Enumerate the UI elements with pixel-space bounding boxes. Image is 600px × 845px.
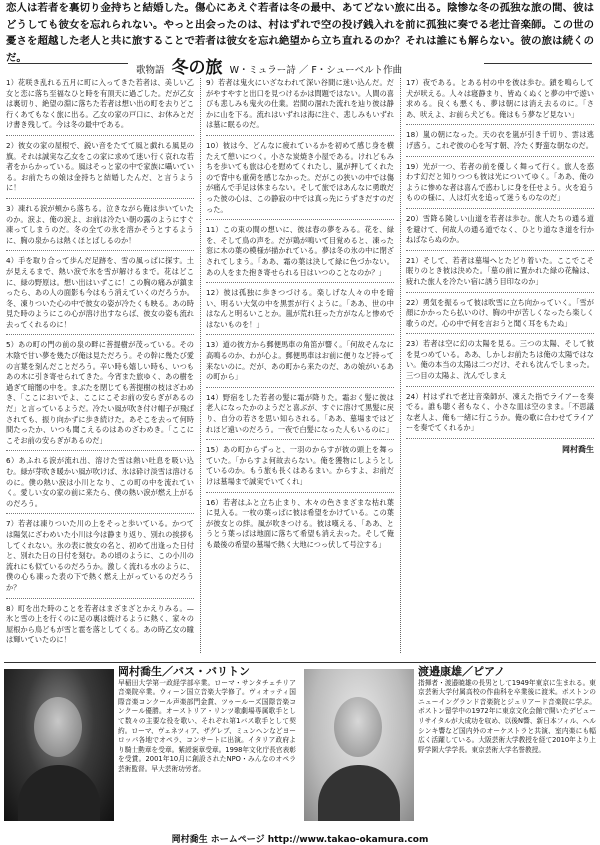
story-paragraph: 6）あふれる涙が流れ出、溶けた雪は熱い吐息を吸い込む。緑が芽吹き暖かい風が吹けば、氷は砕け淡雪は溶けるのに。僕の熱い涙は小川となり、この町の中を流れていく。愛しい女の家の前に来たら、僕の熱い涙が燃え上がるのだろう。 <box>6 456 194 514</box>
title-rule-left <box>8 63 128 64</box>
story-paragraph: 21）そして、若者は墓場へとたどり着いた。ここでこそ眠りのとき彼は決めた。「墓の前に置かれた緑の花輪は、疲れた旅人を冷たい宿に誘う目印なのか」 <box>406 256 594 293</box>
column-3 <box>406 78 594 653</box>
homepage-link[interactable]: 岡村喬生 ホームページ http://www.takao-okamura.com <box>171 835 429 845</box>
portrait-photo-watanabe <box>304 669 414 821</box>
story-paragraph: 15）あの町からずっと、一羽のからすが彼の頭上を舞っていた。「からすよ何故去らない。俺を獲物にしようとしているのか。もう旅も長くはあるまい。からすよ、お前だけは墓場まで誠実でいてくれ」 <box>206 445 394 492</box>
bio-name: 岡村喬生／バス・バリトン <box>118 665 250 678</box>
bio-okamura <box>118 667 296 775</box>
title-rule-right <box>484 63 592 64</box>
column-divider <box>400 78 401 653</box>
column-divider <box>200 78 201 653</box>
portrait-face <box>334 697 382 757</box>
column-2 <box>206 78 394 653</box>
story-paragraph: 2）彼女の家の屋根で、鋭い音をたてて風と戯れる風見の旗。それは誠実な乙女をこの家に求めて迷い行く哀れな若者をからかっている。風はそっと家の中で家族に囁いている。お前たちの娘は金持ちと結婚したんだ、と言うように！ <box>6 141 194 199</box>
title-main: 冬の旅 <box>171 58 223 78</box>
story-paragraph: 16）若者はふと立ち止まり、木々の色さまざまな枯れ葉に見入る。一枚の葉っぱに彼は希望をかけている。この葉が彼女との絆。風が吹きつける。彼は嘆える、「ああ、とうとう葉っぱは地面に落ちて希望も消え去った。そして俺も最後の希望の墓場で熱く大地につっ伏して号泣する」 <box>206 497 394 549</box>
intro-text: 恋人は若者を裏切り金持ちと結婚した。傷心にあえぐ若者は冬の最中、あてどない旅に出る。陰惨な冬の孤独な旅の間、彼はどうしても彼女を忘れられない。やっと出会ったのは、村はずれで空の投げ銭入れを前に孤独に奏でる老辻音楽師。この世の憂さを超越した老人と共に旅することで若者は彼女を忘れ絶望から立ち直れるのか？それは誰にも解らない。彼の旅は続くのだ。 <box>6 2 594 64</box>
story-paragraph: 5）あの町の門の前の泉の畔に菩提樹が茂っている。その木陰で甘い夢を幾たび俺は見ただろう。その幹に幾たび愛の言葉を刻んだことだろう。辛い時も嬉しい時も、いつもあの木に引き寄せられてきた。今宵また旅ゆく、あの樹を過ぎて暗闇の中を。まぶたを閉じても菩提樹の枝はざわめき、「ここにおいでよ、ここにこそお前の安らぎがあるのだ」と言っているようだ。冷たい風が吹き付け帽子が飛ばされても、振り向かずに歩き続けた。あそこを去って何時間たったか、いつも聞こえるのはあのざわめき。「ここにこそお前の安らぎがあるのだ」 <box>6 340 194 451</box>
story-paragraph: 3）凍れる涙が頬から落ちる。泣きながら俺は歩いていたのか。涙よ、俺の涙よ、お前は冷たい朝の露のようにすぐ凍ってしまうのだ。冬の全ての氷を溶かそうとするように、胸の泉からは熱くほとばしるのか！ <box>6 204 194 251</box>
author-signature: 岡村喬生 <box>562 445 594 455</box>
story-columns <box>6 78 594 653</box>
portrait-face <box>34 697 82 757</box>
bio-text: 指揮者・渡邉暁雄の長男として1949年東京に生まれる。東京芸術大学付属高校の作曲科を卒業後に渡米。ボストンのニューイングランド音楽院とジュリアード音楽院に学ぶ。ボストン留学中の1972年に東京文化会館で開いたデビューリサイタルが大成功を収め、以後N響、新日本フィル、ヘルシンキ響など国内外のオーケストラと共演、室内楽にも幅広く活躍している。大阪芸術大学教授を経て2010年より上野学園大学学長。東京芸術大学名誉教授。 <box>418 678 596 754</box>
story-paragraph: 23）若者は空に幻の太陽を見る。三つの太陽、そして彼を見つめている。ああ、しかしお前たちは俺の太陽ではない。俺の本当の太陽は二つだけ、それも沈んでしまった。三つ目の太陽よ、沈んでしまえ <box>406 339 594 386</box>
portrait-body <box>318 765 400 821</box>
story-paragraph: 1）花咲き乱れる五月に町に入ってきた若者は、美しい乙女と恋に落ち至福なひと時を有頂天に過ごした。だが乙女は裏切り、絶望の淵に落ちた若者は想い出の町を去りどこ行くあてもなく旅に出る。乙女の家の戸口に、お休みとだけ書き残して。今は冬の最中である。 <box>6 78 194 136</box>
story-paragraph: 11）この束の間の想いに、彼は春の夢をみる。花を、緑を、そして鳥の声を。だが鶏が鳴いて目覚めると、凍った窓に木の葉の模様が描かれている。夢は冬の氷の中に閉ざされてしまう。「ああ、霜の葉は決して緑に色づかない。あの人をまた抱き寄せられる日はいつのことなのか？」 <box>206 225 394 283</box>
story-paragraph: 22）勇気を振るって彼は吹雪に立ち向かっていく。「雪が顔にかかったら払いのけ、胸の中が苦しくなったら楽しく歌うのだ。心の中で何を言おうと聞く耳をもたぬ」 <box>406 298 594 335</box>
story-paragraph: 19）光が一つ、若者の前を優しく舞って行く。旅人を惑わす幻だと知りつつも彼は光についてゆく。「ああ、俺のように惨めな者は喜んで惑わしに身を任せよう。火を追うものの様に、人は灯火を追って迷うものなのだ」 <box>406 162 594 209</box>
story-paragraph: 10）彼は今、どんなに疲れているかを初めて感じ身を横たえて憩いにつく。小さな炭焼き小屋である。けれどもみちを歩いても旅は心を慰めてくれたし、嵐が押してくれたので背中も重荷を感じなかった。だがこの狭いの中では傷が痛んで手足は休まらない。そして旅ではあんなに勇敢だった彼の心は、この静寂の中では真っ先にうずきだすのだった。 <box>206 141 394 220</box>
story-paragraph: 8）町を出た時のことを若者はまざまざとかえりみる。—氷と雪の上を行くのに足の裏は焼けるように熱く、家々の屋根から鳥どもが雪と雹を落としてくる。あの時乙女の瞳は輝いていたのに！ <box>6 603 194 645</box>
story-paragraph: 7）若者は凍りついた川の上をそっと歩いている。かつては陽気にざわめいた小川は今は静まり返り、別れの挨拶もしてくれない。氷の表に彼女の名と、初めて出逢った日付と、別れた日の日付を刻む。あの頃のように、この小川の流れにも似ているのだろうか。激しく流れる水のように、僕の心も凍った表の下で熱く燃え上がっているのだろうか？ <box>6 519 194 598</box>
story-paragraph: 14）野宿をした若者の髪に霜が降りた。霜おく髪に彼は老人になったかのようだと喜ぶが、すぐに溶けて黒髪に戻り、自分の若さを思い知らされる。「ああ、墓場まではどれほど遠いのだろう。一夜で白髪になった人もいるのに」 <box>206 393 394 440</box>
title: 歌物語 冬の旅 W・ミュラー詩 ／ F・シューベルト作曲 <box>136 58 403 78</box>
story-paragraph: 24）村はずれで老辻音楽師が、凍えた指でライアーを奏でる。誰も聴く者もなく、小さな皿は空のまま。「不思議な老人よ、俺も一緒に行こうか。俺の歌に合わせてライアーを奏でてくれるか」 <box>406 392 594 439</box>
column-1 <box>6 78 194 653</box>
bio-watanabe <box>418 667 596 755</box>
portrait-body <box>18 765 100 821</box>
story-paragraph: 20）雪降る険しい山道を若者は歩む。旅人たちの通る道を避けて、何故人の通る道でなく、ひとり道なき道を行かねばならぬのか。 <box>406 214 594 251</box>
story-paragraph: 4）手を取り合って歩んだ足跡を、雪の風っぱに探す。土が見えるまで、熱い涙で氷を雪が解けるまで。花はどこに、緑の野原は。想い出はいずこに！この胸の痛みが鎮まったら、あの人の面影も今はもう消えていくのだろうか。冬、凍りついた心の中で彼女の姿が冷たくも映る。あの時見た時のようにこの心が溶け出すならば、彼女の姿も流れ去ってくれるのに！ <box>6 256 194 335</box>
bio-name: 渡邉康雄／ピアノ <box>418 665 506 678</box>
bio-text: 早稲田大学第一政経学部卒業。ローマ・サンタチェチリア音楽院卒業。ウィーン国立音楽大学修了。ヴィオッティ国際音楽コンクール声楽部門金賞、ツゥールーズ国際音楽コンクール優勝。オーストリア・リンツ歌劇場専属歌手として数々の主要な役を歌い、それぞれ第1バス歌手として契約。ローマ、ヴェネツィア、ザグレブ、ミュンヘンなどヨーロッパ各地でオペラ、コンサートに出演。イタリア政府より騎士勲章を受章。紫綬褒章受章。1998年文化庁長官表彰を受賞。2001年10月に創設されたNPO・みんなのオペラ芸術監督。早大芸術功労者。 <box>118 678 296 773</box>
title-row <box>8 52 592 78</box>
story-paragraph: 17）夜である。とある村の中を彼は歩む。鎖を鳴らして犬が吠える。人々は寝静まり、皆ぬくぬくと夢の中で遊い求める。良くも悪くも、夢は朝には消え去るのに。「さあ、吠えよ、お前ら犬ども。俺はもう夢など見ない」 <box>406 78 594 125</box>
story-paragraph: 9）若者は鬼火にいざなわれて深い谷間に迷い込んだ。だがやすやすと出口を見つけるかは問題ではない。人間の喜びも悲しみも鬼火の仕業。岩間の涸れた流れを辿り彼は静かに山を下る。流れはいずれは海に注ぐ、悲しみもいずれは墓に眠るのだ。 <box>206 78 394 136</box>
story-paragraph: 12）彼は孤独に歩きつづける。楽しげな人々の中を暗い、明るい大気の中を黒雲が行くように。「ああ、世の中はなんと明るいことか。嵐が荒れ狂った方がなんと惨めではないものを！」 <box>206 288 394 335</box>
portrait-photo-okamura <box>4 669 114 821</box>
story-paragraph: 13）道の彼方から郵便馬車の角笛が響く。「何故そんなに高鳴るのか、わが心よ。郵便馬車はお前に便りなど持って来ないのに。だが、あの町から来たのだ、あの娘がいるあの町から」 <box>206 340 394 387</box>
title-poet: W・ミュラー詩 <box>229 65 296 76</box>
performer-bios <box>4 662 596 828</box>
title-prefix: 歌物語 <box>136 65 165 76</box>
title-composer: F・シューベルト作曲 <box>311 65 403 76</box>
story-paragraph: 18）嵐の朝になった。天の衣を嵐が引き千切り、雲は逃げ惑う。これぞ彼の心を写す朝、冷たく野蛮な朝なのだ。 <box>406 130 594 156</box>
